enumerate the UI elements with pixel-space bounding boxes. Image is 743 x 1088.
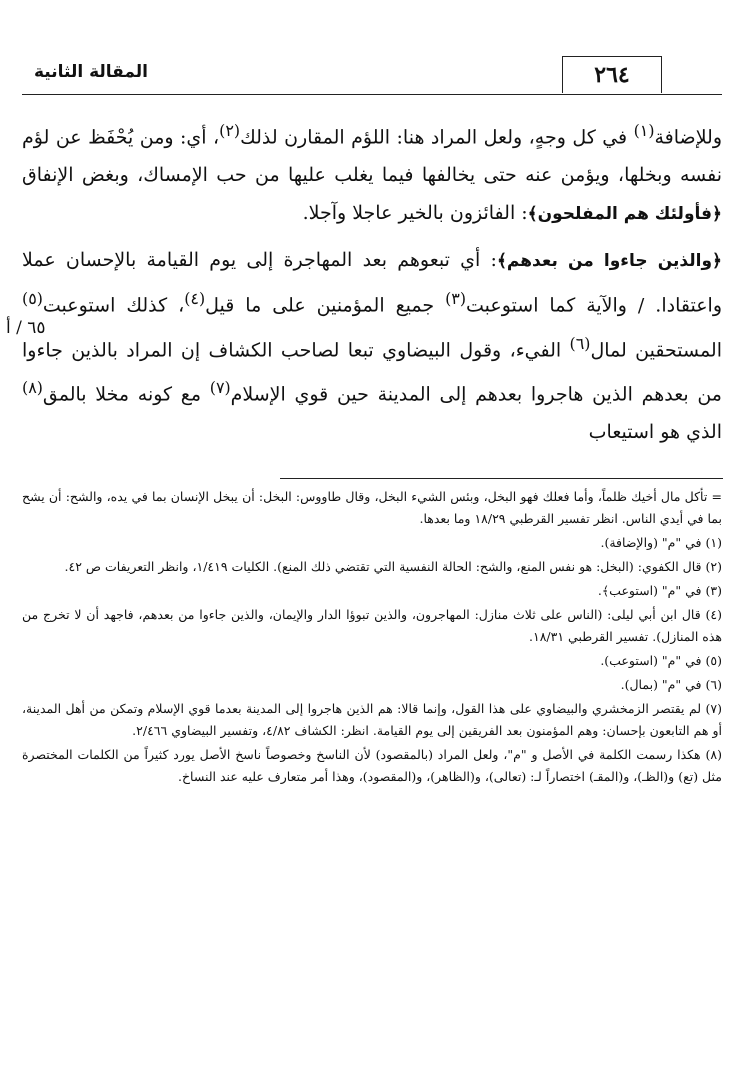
folio-marker: ٦٥ / أ [6,318,46,338]
header-rule [22,94,722,95]
text-run: المستحقين لمال [590,338,722,361]
footnote-continuation: = تأكل مال أخيك ظلماً، وأما فعلك فهو البخل، وبئس الشيء البخل، وقال طاووس: البخل: أن يبخل الإنسان بما في يده، والشح: أن يشح بما في أيدي الناس. انظر تفسير القرطبي ١٨/٢٩ وما بعدها. [22,489,722,526]
text-run: : أي تبعوهم بعد المهاجرة إلى يوم القيامة بالإحسان عملا واعتقادا. / والآية كما استوعبت [22,249,722,317]
page-number: ٢٦٤ [562,56,662,93]
footnote-separator [280,478,723,479]
text-run: الذي هو استيعاب [588,421,722,444]
footnote-2: (٢) قال الكفوي: (البخل: هو نفس المنع، والشح: الحالة النفسية التي تقتضي ذلك المنع). الكليات ١/٤١٩، وانظر التعريفات ص ٤٢. [64,559,722,574]
paragraph-2 [22,241,722,451]
main-text [22,112,722,451]
text-run: الفيء، وقول البيضاوي تبعا لصاحب الكشاف إن المراد بالذين جاءوا من بعدهم الذين هاجروا بعدهم إلى المدينة حين قوي الإسلام [22,338,722,406]
footnote-ref-2: (٢) [219,121,241,140]
footnote-ref-3: (٣) [445,289,466,309]
text-run: جميع المؤمنين على ما قيل [205,294,446,317]
footnote-7: (٧) لم يقتصر الزمخشري والبيضاوي على هذا القول، وإنما قالا: هم الذين هاجروا إلى المدينة بعدما قوي الإسلام وتمكن من أهل المدينة، أو هم التابعون بإحسان: وهم المؤمنون بعد الفريقين إلى يوم القيامة. انظر: الكشاف ٤/٨٢، وتفسير البيضاوي ٢/٤٦٦. [22,701,722,738]
page-header [22,56,722,96]
paragraph-1 [22,112,722,233]
footnote-6: (٦) في "م" (بمال). [620,677,722,692]
quran-quote: ﴿والذين جاءوا من بعدهم﴾ [496,251,722,272]
text-run: ، كذلك استوعبت [42,294,185,317]
footnote-1: (١) في "م" (والإضافة). [600,535,722,550]
footnote-8: (٨) هكذا رسمت الكلمة في الأصل و "م"، ولعل المراد (بالمقصود) لأن الناسخ وخصوصاً ناسخ الأصل يورد كثيراً من الكلمات المختصرة مثل (تع) و(الظـ)، و(المقـ) اختصاراً لـ: (تعالى)، و(الظاهر)، و(المقصود)، وهذا أمر متعارف عليه عند النساخ. [22,747,722,784]
text-run: وللإضافة [654,126,722,149]
footnotes [22,486,722,790]
text-run: : الفائزون بالخير عاجلا وآجلا. [302,202,528,225]
quran-quote: ﴿فأولئك هم المفلحون﴾ [527,204,722,225]
text-run: في كل وجهٍ، ولعل المراد هنا: اللؤم المقارن لذلك [240,126,634,149]
footnote-5: (٥) في "م" (استوعب). [600,653,722,668]
text-run: ، أي: ومن يُحْفَظ عن لؤم نفسه وبخلها، ويؤمن عنه حتى يخالفها فيما يغلب عليها من حب الإمساك، وبغض الإنفاق [22,126,722,187]
footnote-ref-5: (٥) [22,289,43,309]
footnote-4: (٤) قال ابن أبي ليلى: (الناس على ثلاث منازل: المهاجرون، والذين تبوؤا الدار والإيمان، والذين جاءوا من بعدهم، فاجهد أن لا تخرج من هذه المنازل). تفسير القرطبي ١٨/٣١. [22,607,722,644]
text-run: مع كونه مخلا بالمق [42,383,210,406]
footnote-ref-7: (٧) [209,377,231,397]
footnote-ref-6: (٦) [569,333,591,353]
running-title: المقالة الثانية [34,62,149,82]
footnote-ref-4: (٤) [184,289,206,309]
footnote-ref-1: (١) [633,121,655,140]
footnote-3: (٣) في "م" (استوعب﴾. [597,583,722,598]
footnote-ref-8: (٨) [22,377,43,397]
